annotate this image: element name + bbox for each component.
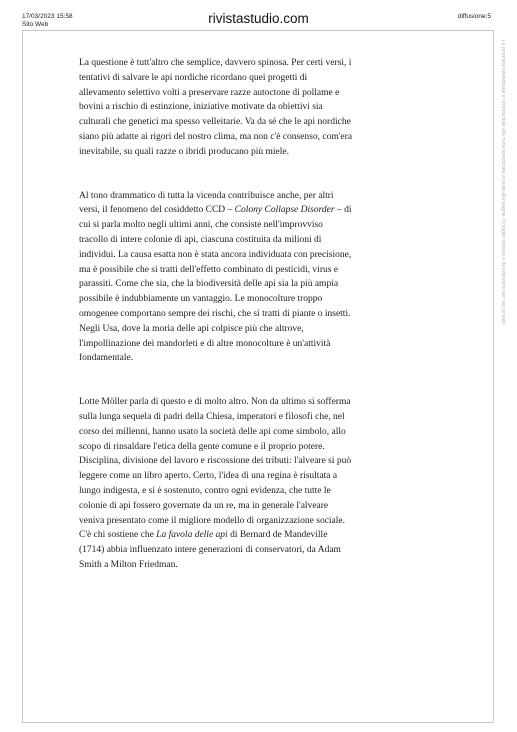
site-name: rivistastudio.com xyxy=(208,11,309,26)
article-body xyxy=(79,56,354,573)
distribution-label: diffusione:5 xyxy=(457,13,491,20)
ccd-term: Colony Collapse Disorder xyxy=(234,205,335,216)
print-date: 17/03/2023 15:58 xyxy=(22,13,73,20)
paragraph-2: Al tono drammatico di tutta la vicenda contribuisce anche, per altri versi, il fenomeno del cosiddetto CCD – Colony Collapse Disorder – di cui si parla molto negli ultimi anni, che consiste nell'improvviso tracollo di intere colonie di api, ciascuna costituita da milioni di individui. La causa esatta non è stata ancora individuata con precisione, ma è possibile che si tratti dell'effetto combinato di pesticidi, virus e parassiti. Come che sia, che la biodiversità delle api sia la più ampia possibile è indubbiamente un vantaggio. Le monocolture troppo omogenee comportano sempre dei rischi, che si tratti di piante o insetti. Negli Usa, dove la moria delle api colpisce più che altrove, l'impollinazione dei mandorleti e di altre monocolture è un'attività fondamentale. xyxy=(79,190,352,364)
book-title: La favola delle api xyxy=(156,530,228,541)
paragraph-1: La questione è tutt'altro che semplice, davvero spinosa. Per certi versi, i tentativi di salvare le api nordiche ricordano quei progetti di allevamento selettivo volti a preservare razze autoctone di pollame e bovini a rischio di estinzione, iniziative motivate da obiettivi sia culturali che genetici ma spesso velleitarie. Va da sé che le api nordiche siano più adatte ai rigori del nostro clima, ma non c'è consenso, com'era inevitabile, su quali razze o ibridi producano più miele. xyxy=(79,58,353,157)
source-section: Sito Web xyxy=(22,21,49,28)
copyright-side-note: La proprietà intellettuale è riconducibile alla fonte specificata in testa alla pagina. Il ritaglio stampa è da intendersi per uso privato xyxy=(500,40,506,325)
paragraph-3: Lotte Möller parla di questo e di molto altro. Non da ultimo si sofferma sulla lunga sequela di padri della Chiesa, imperatori e filosofi che, nel corso dei millenni, hanno usato la società delle api come simbolo, allo scopo di rinsaldare l'etica della gente comune e il proprio potere. Disciplina, divisione del lavoro e riscossione dei tributi: l'alveare si può leggere come un libro aperto. Certo, l'idea di una regina è risultata a lungo indigesta, e si è sostenuto, contro ogni evidenza, che tutte le colonie di api fossero governate da un re, ma in generale l'alveare veniva presentato come il migliore modello di organizzazione sociale. C'è chi sostiene che La favola delle api di Bernard de Mandeville (1714) abbia influenzato intere generazioni di conservatori, da Adam Smith a Milton Friedman. xyxy=(79,397,352,570)
